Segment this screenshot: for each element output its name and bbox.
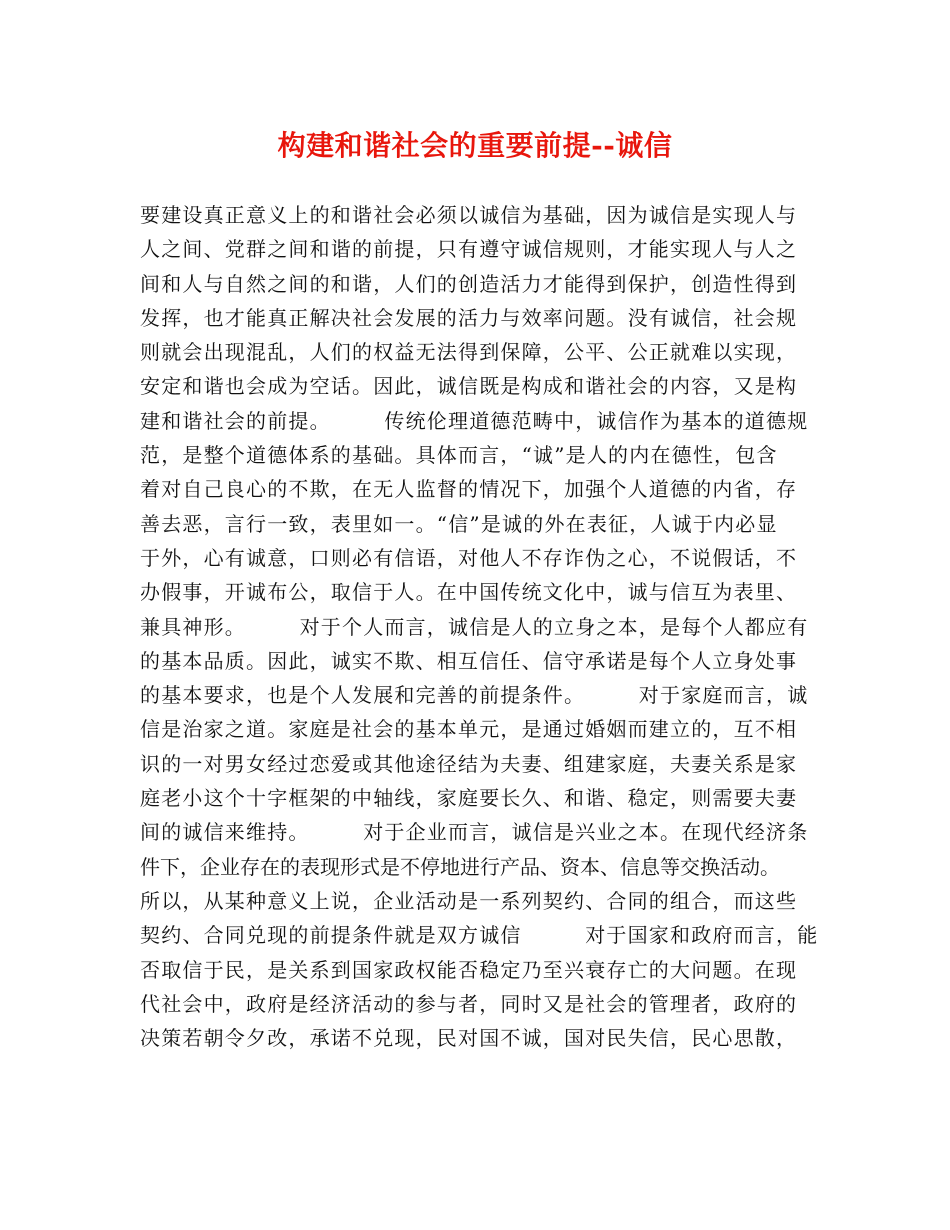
body-line: 发挥，也才能真正解决社会发展的活力与效率问题。没有诚信，社会规 [140, 305, 798, 330]
body-line: 代社会中，政府是经济活动的参与者，同时又是社会的管理者，政府的 [140, 991, 798, 1016]
body-line: 安定和谐也会成为空话。因此，诚信既是构成和谐社会的内容，又是构 [140, 374, 798, 399]
body-line: 办假事，开诚布公，取信于人。在中国传统文化中，诚与信互为表里、 [140, 580, 798, 605]
body-line: 人之间、党群之间和谐的前提，只有遵守诚信规则，才能实现人与人之 [140, 237, 798, 262]
body-line: 否取信于民，是关系到国家政权能否稳定乃至兴衰存亡的大问题。在现 [140, 957, 798, 982]
body-line: 的基本品质。因此，诚实不欺、相互信任、信守承诺是每个人立身处事 [140, 648, 798, 673]
body-line: 则就会出现混乱，人们的权益无法得到保障，公平、公正就难以实现， [140, 340, 798, 365]
body-line: 件下，企业存在的表现形式是不停地进行产品、资本、信息等交换活动。 [140, 854, 780, 879]
document-body [140, 198, 840, 1055]
body-line: 的基本要求，也是个人发展和完善的前提条件。 对于家庭而言，诚 [140, 683, 809, 708]
body-line: 间和人与自然之间的和谐，人们的创造活力才能得到保护，创造性得到 [140, 271, 798, 296]
body-line: 兼具神形。 对于个人而言，诚信是人的立身之本，是每个人都应有 [140, 614, 809, 639]
body-line: 间的诚信来维持。 对于企业而言，诚信是兴业之本。在现代经济条 [140, 820, 809, 845]
body-line: 识的一对男女经过恋爱或其他途径结为夫妻、组建家庭，夫妻关系是家 [140, 751, 798, 776]
document-title: 构建和谐社会的重要前提--诚信 [277, 129, 673, 162]
body-line: 所以，从某种意义上说，企业活动是一系列契约、合同的组合，而这些 [140, 888, 798, 913]
body-line: 决策若朝令夕改，承诺不兑现，民对国不诚，国对民失信，民心思散， [140, 1026, 798, 1051]
body-line: 建和谐社会的前提。 传统伦理道德范畴中，诚信作为基本的道德规 [140, 408, 809, 433]
body-line: 要建设真正意义上的和谐社会必须以诚信为基础，因为诚信是实现人与 [140, 203, 798, 227]
body-line: 于外，心有诚意，口则必有信语，对他人不存诈伪之心，不说假话，不 [140, 545, 798, 570]
body-line: 契约、合同兑现的前提条件就是双方诚信 对于国家和政府而言，能 [140, 923, 819, 948]
body-line: 庭老小这个十字框架的中轴线，家庭要长久、和谐、稳定，则需要夫妻 [140, 786, 798, 811]
body-line: 范，是整个道德体系的基础。具体而言，“诚”是人的内在德性，包含 [140, 443, 778, 468]
body-line: 信是治家之道。家庭是社会的基本单元，是通过婚姻而建立的，互不相 [140, 717, 798, 742]
body-line: 善去恶，言行一致，表里如一。“信”是诚的外在表征，人诚于内必显 [140, 511, 778, 536]
body-line: 着对自己良心的不欺，在无人监督的情况下，加强个人道德的内省，存 [140, 477, 798, 502]
